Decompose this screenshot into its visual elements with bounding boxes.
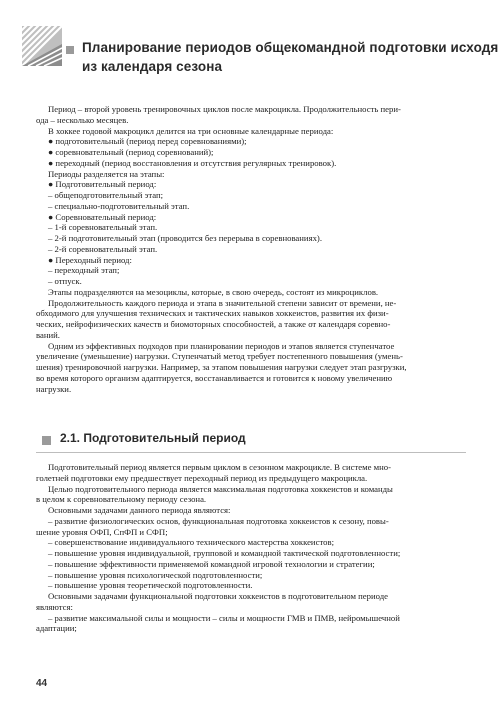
text-line: – повышение уровня теоретической подготовленности. (48, 580, 253, 591)
text-line: – повышение эффективности применяемой командной игровой технологии и стратегии; (48, 558, 375, 569)
text-line: – общеподготовительный этап; (48, 190, 164, 200)
text-line: – 1-й соревновательный этап. (48, 222, 158, 233)
title-line: Планирование периодов общекомандной подготовки исходя (82, 40, 499, 55)
text-line: нагрузки. (36, 383, 72, 394)
text-line: обходимого для улучшения технических и тактических навыков хоккеистов, развития их физи- (36, 308, 389, 319)
page-number: 44 (36, 678, 48, 689)
text-line: ● Соревновательный период: (48, 211, 157, 222)
text-line: шение уровня ОФП, СпФП и СФП; (36, 526, 168, 537)
text-line: адаптации; (36, 623, 77, 634)
text-line: шения) тренировочной нагрузки. Например, за этапом повышения нагрузки следует этап разгрузки, (36, 362, 407, 372)
text-line: ● соревновательный (период соревнований); (48, 147, 214, 157)
text-line: в целом к соревновательному периоду сезона. (36, 494, 207, 505)
text-line: Этапы подразделяются на мезоциклы, которые, в свою очередь, состоят из микроциклов. (48, 286, 379, 297)
section-divider (36, 452, 466, 453)
text-line: ческих, нейрофизических качеств и биомоторных способностей, а также от календаря соревно- (36, 319, 391, 329)
text-line: Основными задачами данного периода являются: (48, 505, 231, 515)
text-line: – 2-й подготовительный этап (проводится без перерыва в соревнованиях). (48, 233, 322, 243)
text-line: Период – второй уровень тренировочных циклов после макроцикла. Продолжительность пери- (48, 104, 401, 114)
text-line: ● подготовительный (период перед соревнованиями); (48, 136, 247, 147)
text-line: – переходный этап; (48, 265, 120, 276)
text-line: – повышение уровня психологической подготовленности; (48, 569, 263, 580)
text-line: Подготовительный период является первым циклом в сезонном макроцикле. В системе мно- (48, 462, 392, 472)
text-line: ода – несколько месяцев. (36, 114, 129, 125)
section-text (36, 462, 466, 634)
text-line: Периоды разделяется на этапы: (48, 168, 165, 179)
section-heading: 2.1. Подготовительный период (60, 431, 246, 445)
text-line: – развитие физиологических основ, функциональная подготовка хоккеистов к сезону, повы- (48, 515, 389, 526)
title-line: из календаря сезона (82, 59, 223, 74)
body-text (36, 104, 466, 394)
text-line: ваний. (36, 329, 60, 340)
text-line: во время которого организм адаптируется, восстанавливается и готовится к новому увеличению (36, 372, 393, 383)
text-line: – совершенствование индивидуального технического мастерства хоккеистов; (48, 537, 334, 548)
text-line: ● Переходный период: (48, 254, 132, 265)
text-line: – отпуск. (48, 276, 82, 286)
section-marker (42, 436, 51, 445)
title-marker (66, 46, 74, 54)
text-line: ● Подготовительный период: (48, 179, 157, 190)
text-line: – повышение уровня индивидуальной, групповой и командной тактической подготовленности; (48, 548, 401, 558)
text-line: В хоккее годовой макроцикл делится на три основные календарные периода: (48, 125, 334, 136)
text-line: Одним из эффективных подходов при планировании периодов и этапов является ступенчатое (48, 340, 395, 351)
text-line: – развитие максимальной силы и мощности – силы и мощности ГМВ и ПМВ, нейромышечной (48, 612, 400, 623)
text-line: являются: (36, 601, 73, 612)
text-line: Продолжительность каждого периода и этапа в значительной степени зависит от времени, не- (48, 297, 397, 308)
text-line: – специально-подготовительный этап. (48, 200, 190, 211)
text-line: Основными задачами функциональной подготовки хоккеистов в подготовительном периоде (48, 591, 389, 601)
text-line: – 2-й соревновательный этап. (48, 243, 158, 254)
text-line: Целью подготовительного периода является максимальная подготовка хоккеистов и команды (48, 483, 393, 494)
chapter-emblem-icon (22, 26, 62, 66)
text-line: голетней подготовки ему предшествует переходный период из предыдущего макроцикла. (36, 472, 368, 483)
text-line: ● переходный (период восстановления и отсутствия регулярных тренировок). (48, 157, 337, 168)
text-line: увеличение (уменьшение) нагрузки. Ступенчатый метод требует постепенного повышения (умень- (36, 351, 403, 362)
page-title (82, 38, 499, 76)
